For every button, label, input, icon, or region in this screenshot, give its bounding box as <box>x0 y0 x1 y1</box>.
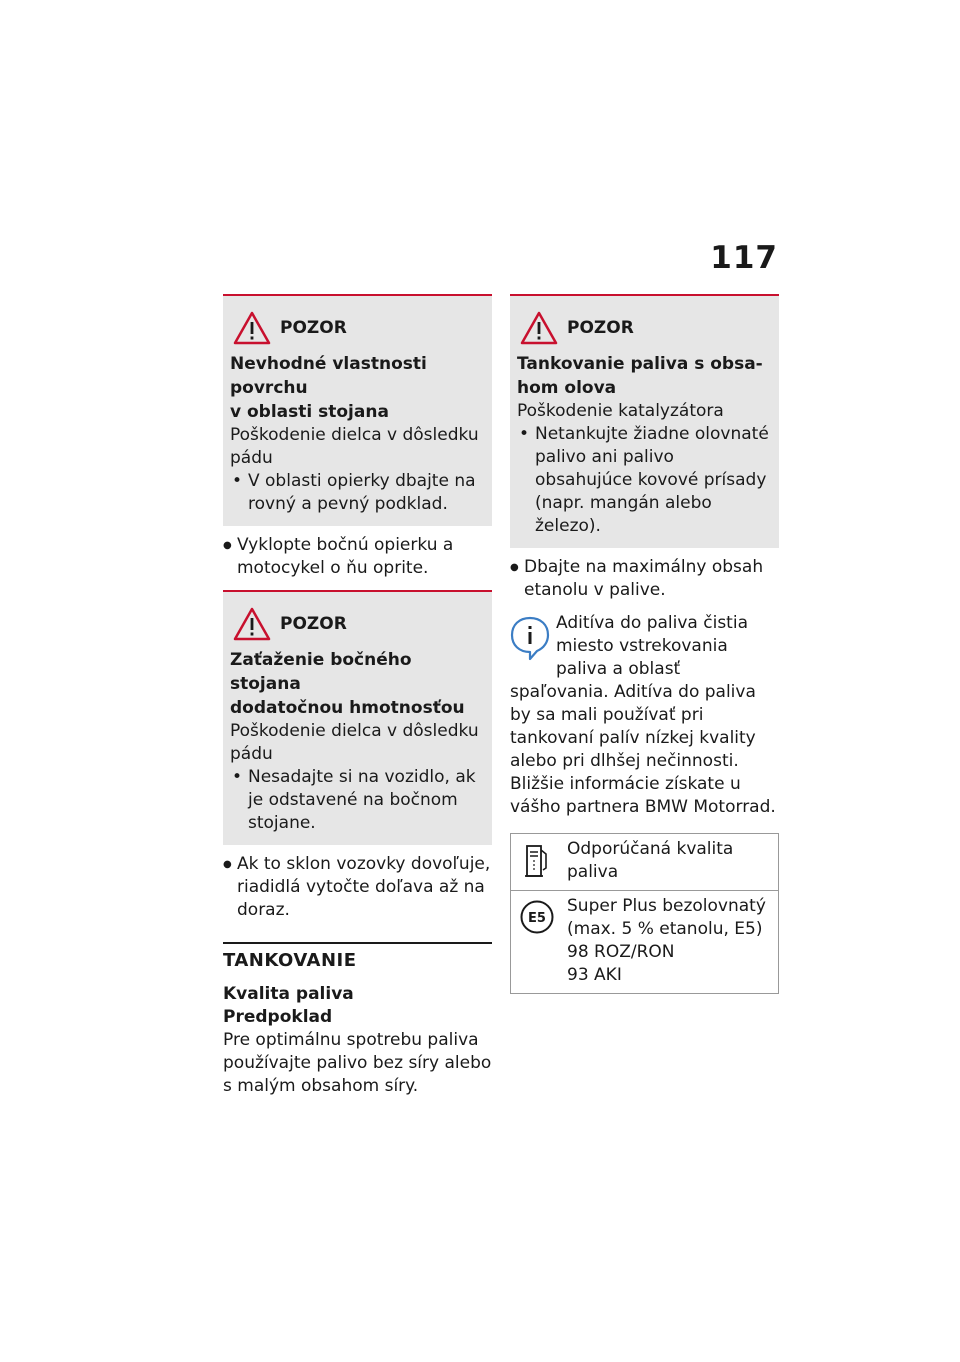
fuel-table-header-row <box>511 834 778 890</box>
info-note <box>510 612 779 819</box>
subsection-title: Kvalita paliva <box>223 984 354 1004</box>
warning-triangle-icon <box>519 310 559 346</box>
warning-consequence: Poškodenie dielca v dôsledku pádu <box>230 721 479 764</box>
warning-title <box>517 352 771 400</box>
instruction-step: ● Dbajte na maximálny obsah etanolu v palive. <box>510 556 779 602</box>
warning-box-side-stand-load <box>223 590 492 845</box>
fuel-spec-line: (max. 5 % etanolu, E5) <box>567 919 763 939</box>
warning-triangle-icon <box>232 606 272 642</box>
warning-label: POZOR <box>280 318 347 338</box>
warning-title-line: v oblasti stojana <box>230 402 389 422</box>
fuel-spec-line: 98 ROZ/RON <box>567 942 675 962</box>
fuel-table-value-row <box>511 890 778 993</box>
instruction-step: ● Vyklopte bočnú opierku a motocykel o ňu oprite. <box>223 534 492 580</box>
warning-triangle-icon <box>232 310 272 346</box>
warning-title-line: Nevhodné vlastnosti povrchu <box>230 354 427 398</box>
warning-title-line: Tankovanie paliva s obsa- <box>517 354 763 374</box>
warning-label: POZOR <box>567 318 634 338</box>
left-column <box>223 294 492 1098</box>
warning-box-leaded-fuel <box>510 294 779 548</box>
warning-title <box>230 648 484 720</box>
info-text: Aditíva do paliva čistia miesto vstrekovania paliva a oblasť spaľovania. Aditíva do paliva by sa mali používať pri tankovaní palív nízkej kvality alebo pri dlhšej nečinnosti. Bližšie informácie získate u vášho partnera BMW Motorrad. <box>510 613 776 817</box>
fuel-spec <box>567 895 766 987</box>
fuel-pump-icon <box>524 842 550 882</box>
subsection-title: Predpoklad <box>223 1007 333 1027</box>
right-column <box>510 294 779 994</box>
instruction-step: ● Ak to sklon vozovky dovoľuje, riadidlá vytočte doľava až na doraz. <box>223 853 492 922</box>
page-number: 117 <box>710 240 778 276</box>
body-paragraph: Pre optimálnu spotrebu paliva používajte palivo bez síry alebo s malým obsahom síry. <box>223 1030 492 1096</box>
e5-badge-label: E5 <box>528 911 546 926</box>
warning-title-line: dodatočnou hmotnosťou <box>230 698 465 718</box>
fuel-table-header: Odporúčaná kvalita paliva <box>567 839 734 882</box>
section-title: TANKOVANIE <box>223 942 492 971</box>
warning-title-line: Zaťaženie bočného stojana <box>230 650 412 694</box>
fuel-quality-table <box>510 833 779 994</box>
fuel-spec-line: 93 AKI <box>567 965 622 985</box>
warning-bullet: • V oblasti opierky dbajte na rovný a pevný podklad. <box>230 470 484 516</box>
warning-consequence: Poškodenie dielca v dôsledku pádu <box>230 425 479 468</box>
warning-consequence: Poškodenie katalyzátora <box>517 401 724 421</box>
warning-box-side-stand-surface <box>223 294 492 526</box>
e5-badge-icon <box>519 899 555 935</box>
warning-title-line: hom olova <box>517 378 617 398</box>
fuel-spec-line: Super Plus bezolovnatý <box>567 896 766 916</box>
warning-bullet: • Nesadajte si na vozidlo, ak je odstavené na bočnom stojane. <box>230 766 484 835</box>
warning-bullet: • Netankujte žiadne olovnaté palivo ani palivo obsahujúce kovové prísady (napr. mangán alebo železo). <box>517 423 771 538</box>
warning-label: POZOR <box>280 614 347 634</box>
info-icon <box>508 612 552 662</box>
warning-title <box>230 352 484 424</box>
